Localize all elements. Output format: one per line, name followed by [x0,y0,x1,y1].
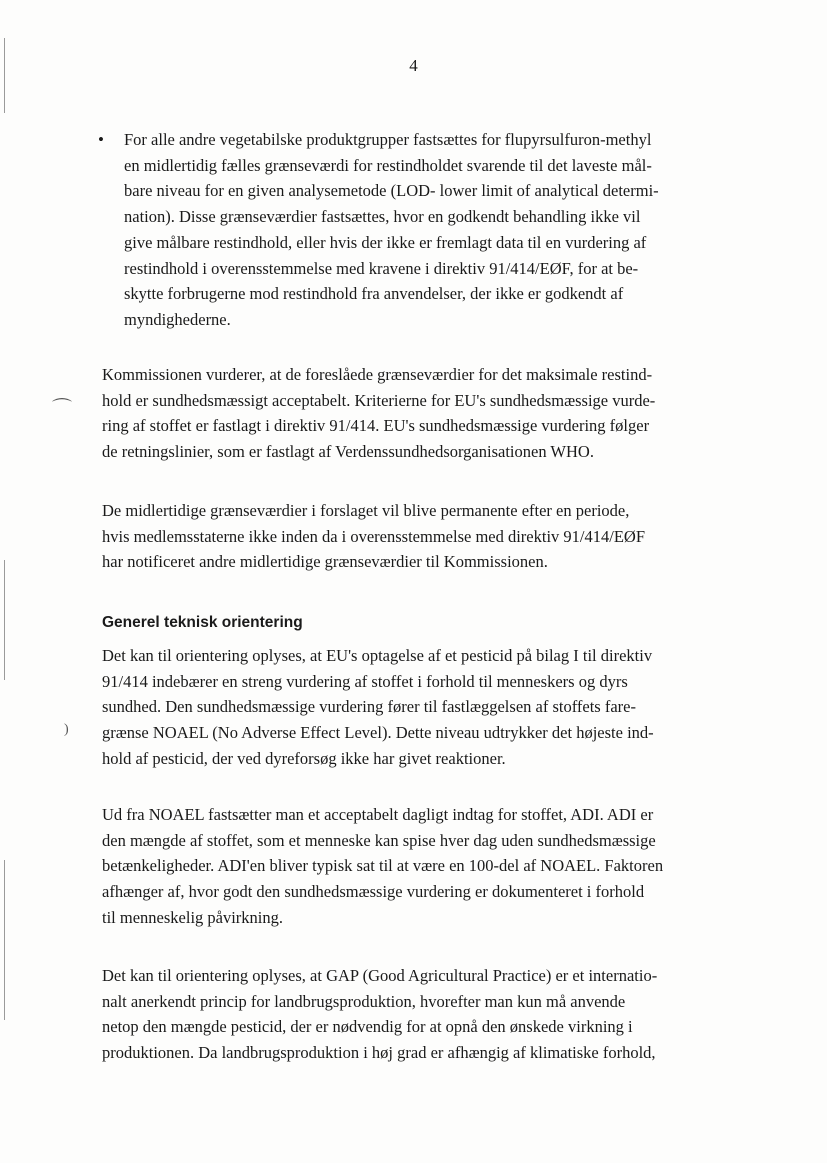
text-line: til menneskelig påvirkning. [102,907,284,927]
bullet-item [98,127,738,333]
text-line: den mængde af stoffet, som et menneske kan spise hver dag uden sundhedsmæssige [102,830,656,850]
text-line: Kommissionen vurderer, at de foreslåede grænseværdier for det maksimale restind- [102,365,653,384]
margin-mark: ⌒ [52,398,72,420]
text-line: netop den mængde pesticid, der er nødvendig for at opnå den ønskede virkning i [102,1017,633,1037]
text-line: nation). Disse grænseværdier fastsættes, hvor en godkendt behandling ikke vil [124,207,641,227]
text-line: produktionen. Da landbrugsproduktion i høj grad er afhængig af klimatiske forhold, [102,1043,656,1063]
paragraph [102,802,742,931]
text-line: Det kan til orientering oplyses, at GAP (Good Agricultural Practice) er et internatio- [102,966,658,985]
text-line: restindhold i overensstemmelse med kravene i direktiv 91/414/EØF, for at be- [124,258,639,278]
text-line: bare niveau for en given analysemetode (LOD- lower limit of analytical determi- [124,181,659,201]
text-line: nalt anerkendt princip for landbrugsproduktion, hvorefter man kun må anvende [102,991,626,1011]
text-line: skytte forbrugerne mod restindhold fra anvendelser, der ikke er godkendt af [124,284,624,304]
bullet-text [124,127,738,333]
bullet-marker: • [98,130,104,149]
text-line: give målbare restindhold, eller hvis der ikke er fremlagt data til en vurdering af [124,232,647,252]
text-line: grænse NOAEL (No Adverse Effect Level). Dette niveau udtrykker det højeste ind- [102,723,654,743]
text-line: 91/414 indebærer en streng vurdering af stoffet i forhold til menneskers og dyrs [102,671,628,691]
text-line: afhænger af, hvor godt den sundhedsmæssige vurdering er dokumenteret i forhold [102,882,645,902]
margin-mark: ) [64,722,69,737]
paragraph [102,963,742,1066]
scan-edge-line [4,860,5,1020]
text-line: Ud fra NOAEL fastsætter man et acceptabelt dagligt indtag for stoffet, ADI. ADI er [102,805,654,824]
page-number: 4 [409,56,418,75]
scan-edge-line [4,560,5,680]
text-line: har notificeret andre midlertidige grænseværdier til Kommissionen. [102,552,548,572]
text-line: betænkeligheder. ADI'en bliver typisk sat til at være en 100-del af NOAEL. Faktoren [102,856,664,876]
text-line: hold er sundhedsmæssigt acceptabelt. Kriterierne for EU's sundhedsmæssige vurde- [102,390,656,410]
text-line: ring af stoffet er fastlagt i direktiv 91/414. EU's sundhedsmæssige vurdering følger [102,416,650,436]
text-line: hold af pesticid, der ved dyreforsøg ikke har givet reaktioner. [102,748,506,768]
text-line: de retningslinier, som er fastlagt af Verdenssundhedsorganisationen WHO. [102,442,594,462]
section-heading: Generel teknisk orientering [102,614,303,631]
paragraph [102,498,742,575]
paragraph [102,643,742,772]
text-line: Det kan til orientering oplyses, at EU's optagelse af et pesticid på bilag I til direktiv [102,646,653,665]
text-line: myndighederne. [124,309,231,329]
text-line: sundhed. Den sundhedsmæssige vurdering fører til fastlæggelsen af stoffets fare- [102,697,636,717]
text-line: De midlertidige grænseværdier i forslaget vil blive permanente efter en periode, [102,501,630,520]
text-line: For alle andre vegetabilske produktgrupper fastsættes for flupyrsulfuron-methyl [124,130,652,149]
paragraph [102,362,742,465]
text-line: en midlertidig fælles grænseværdi for restindholdet svarende til det laveste mål- [124,155,652,175]
text-line: hvis medlemsstaterne ikke inden da i overensstemmelse med direktiv 91/414/EØF [102,526,646,546]
